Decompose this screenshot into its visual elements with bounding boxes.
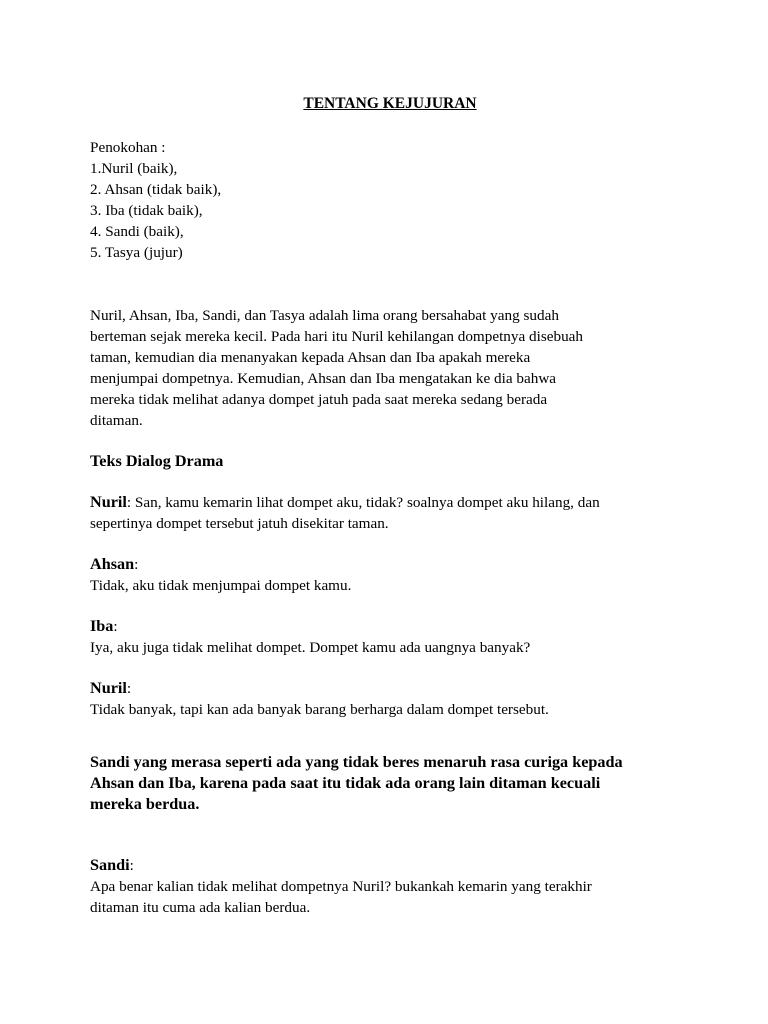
- intro-line: Nuril, Ahsan, Iba, Sandi, dan Tasya adalah lima orang bersahabat yang sudah: [90, 307, 559, 324]
- narration-line: Sandi yang merasa seperti ada yang tidak beres menaruh rasa curiga kepada: [90, 753, 623, 771]
- speaker-colon: :: [126, 680, 132, 697]
- cast-item: 2. Ahsan (tidak baik),: [90, 181, 222, 198]
- narration-line: mereka berdua.: [90, 795, 200, 813]
- speaker-colon: :: [134, 556, 139, 573]
- document-title: TENTANG KEJUJURAN: [303, 95, 477, 112]
- dialog-line: ditaman itu cuma ada kalian berdua.: [90, 899, 311, 916]
- speaker-name: Iba: [90, 617, 114, 635]
- dialog-text: San, kamu kemarin lihat dompet aku, tidak? soalnya dompet aku hilang, dan: [131, 494, 600, 511]
- speaker-line: [90, 616, 690, 637]
- intro-line: ditaman.: [90, 412, 143, 429]
- dialog-line: Tidak, aku tidak menjumpai dompet kamu.: [90, 577, 352, 594]
- intro-line: mereka tidak melihat adanya dompet jatuh pada saat mereka sedang berada: [90, 391, 548, 408]
- speaker-name: Ahsan: [90, 555, 135, 573]
- dialog-nuril-1: [90, 492, 690, 534]
- speaker-name: Sandi: [90, 856, 130, 874]
- dialog-line: Apa benar kalian tidak melihat dompetnya Nuril? bukankah kemarin yang terakhir: [90, 878, 592, 895]
- cast-item: 1.Nuril (baik),: [90, 160, 178, 177]
- speaker-line: [90, 855, 690, 876]
- dialog-line: Iya, aku juga tidak melihat dompet. Dompet kamu ada uangnya banyak?: [90, 639, 531, 656]
- speaker-line: [90, 678, 690, 699]
- section-heading: Teks Dialog Drama: [90, 452, 224, 470]
- dialog-iba: [90, 616, 690, 658]
- dialog-ahsan: [90, 554, 690, 596]
- speaker-colon: :: [129, 857, 134, 874]
- cast-item: 3. Iba (tidak baik),: [90, 202, 203, 219]
- intro-paragraph: [90, 305, 670, 431]
- intro-line: taman, kemudian dia menanyakan kepada Ahsan dan Iba apakah mereka: [90, 349, 531, 366]
- dialog-nuril-2: [90, 678, 690, 720]
- cast-heading: Penokohan :: [90, 139, 166, 156]
- speaker-colon: :: [126, 494, 132, 511]
- intro-line: menjumpai dompetnya. Kemudian, Ahsan dan Iba mengatakan ke dia bahwa: [90, 370, 557, 387]
- narration-paragraph: [90, 752, 690, 815]
- document-page: [90, 93, 690, 938]
- speaker-line: [90, 554, 690, 575]
- cast-item: 5. Tasya (jujur): [90, 244, 183, 261]
- dialog-sandi: [90, 855, 690, 918]
- speaker-colon: :: [113, 618, 118, 635]
- narration-line: Ahsan dan Iba, karena pada saat itu tidak ada orang lain ditaman kecuali: [90, 774, 601, 792]
- dialog-line: [90, 492, 690, 513]
- intro-line: berteman sejak mereka kecil. Pada hari itu Nuril kehilangan dompetnya disebuah: [90, 328, 584, 345]
- speaker-name: Nuril: [90, 493, 127, 511]
- cast-item: 4. Sandi (baik),: [90, 223, 184, 240]
- dialog-line: Tidak banyak, tapi kan ada banyak barang berharga dalam dompet tersebut.: [90, 701, 549, 718]
- cast-list: [90, 137, 690, 263]
- speaker-name: Nuril: [90, 679, 127, 697]
- dialog-line: sepertinya dompet tersebut jatuh disekitar taman.: [90, 515, 389, 532]
